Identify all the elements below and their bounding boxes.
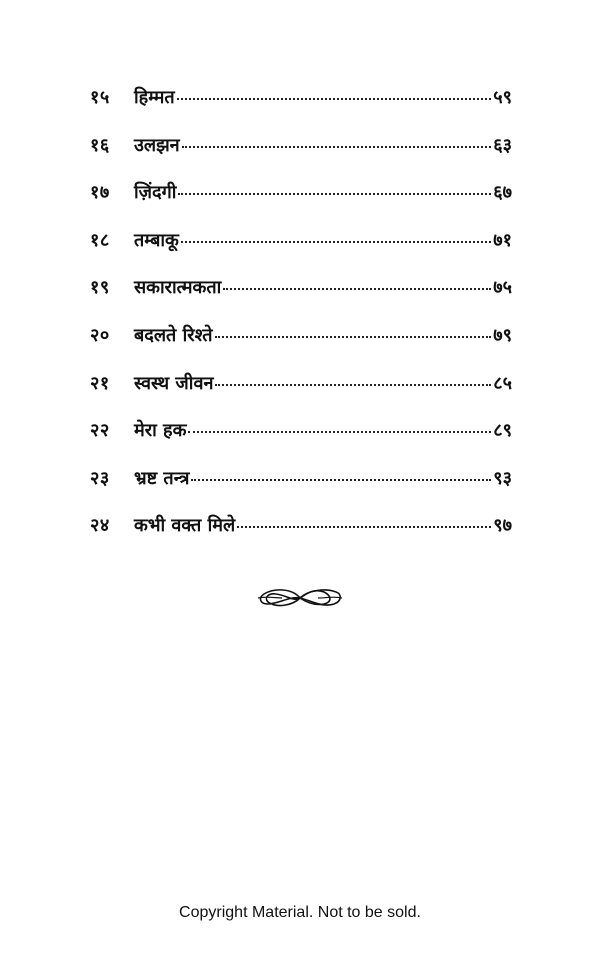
toc-entry-page: ९३ bbox=[493, 467, 512, 489]
toc-entry[interactable] bbox=[90, 179, 512, 227]
toc-entry-number: २० bbox=[90, 324, 110, 346]
dot-leader bbox=[215, 332, 492, 338]
dot-leader bbox=[181, 237, 491, 243]
toc-entry-number: १९ bbox=[90, 277, 110, 299]
toc-entry-page: ५९ bbox=[493, 87, 512, 108]
toc-entry-title: भ्रष्ट तन्त्र bbox=[134, 467, 190, 489]
dot-leader bbox=[177, 94, 492, 100]
dot-leader bbox=[188, 427, 491, 433]
toc-entry-title: उलझन bbox=[134, 134, 180, 156]
toc-entry[interactable] bbox=[90, 370, 512, 418]
toc-entry-title: कभी वक्त मिले bbox=[134, 515, 236, 537]
dot-leader bbox=[191, 475, 491, 481]
toc-entry-number: १८ bbox=[90, 229, 110, 251]
toc-entry[interactable] bbox=[90, 322, 512, 370]
copyright-footer: Copyright Material. Not to be sold. bbox=[179, 904, 421, 921]
toc-entry-number: १६ bbox=[90, 134, 110, 156]
toc-entry-page: ६७ bbox=[493, 182, 512, 204]
dot-leader bbox=[182, 142, 492, 148]
toc-entry-page: ७५ bbox=[493, 277, 512, 299]
toc-entry-number: १५ bbox=[90, 87, 110, 108]
toc-entry-title: तम्बाकू bbox=[134, 229, 179, 251]
flourish-divider-icon bbox=[256, 584, 344, 612]
table-of-contents bbox=[90, 84, 512, 560]
toc-entry-number: २१ bbox=[90, 372, 110, 394]
toc-entry-page: ८९ bbox=[493, 420, 512, 442]
toc-entry-page: ८५ bbox=[493, 372, 512, 394]
toc-entry[interactable] bbox=[90, 84, 512, 132]
toc-entry-title: हिम्मत bbox=[134, 87, 175, 108]
toc-entry-title: स्वस्थ जीवन bbox=[134, 372, 214, 394]
toc-entry-title: सकारात्मकता bbox=[134, 277, 222, 299]
toc-entry[interactable] bbox=[90, 227, 512, 275]
toc-entry-title: मेरा हक bbox=[134, 420, 187, 442]
toc-entry-number: २४ bbox=[90, 515, 110, 537]
toc-entry-number: २३ bbox=[90, 467, 110, 489]
dot-leader bbox=[237, 522, 491, 528]
toc-entry[interactable] bbox=[90, 132, 512, 180]
toc-entry-title: ज़िंदगी bbox=[134, 182, 177, 204]
dot-leader bbox=[215, 380, 491, 386]
dot-leader bbox=[178, 189, 491, 195]
toc-entry[interactable] bbox=[90, 465, 512, 513]
toc-entry-page: ७१ bbox=[493, 229, 512, 251]
toc-entry-page: ९७ bbox=[493, 515, 512, 537]
toc-entry[interactable] bbox=[90, 512, 512, 560]
toc-entry-page: ७९ bbox=[493, 324, 512, 346]
dot-leader bbox=[223, 284, 491, 290]
toc-entry-number: २२ bbox=[90, 420, 110, 442]
toc-entry[interactable] bbox=[90, 274, 512, 322]
toc-entry-title: बदलते रिश्ते bbox=[134, 324, 213, 346]
toc-entry[interactable] bbox=[90, 417, 512, 465]
toc-entry-page: ६३ bbox=[493, 134, 512, 156]
toc-entry-number: १७ bbox=[90, 182, 110, 204]
